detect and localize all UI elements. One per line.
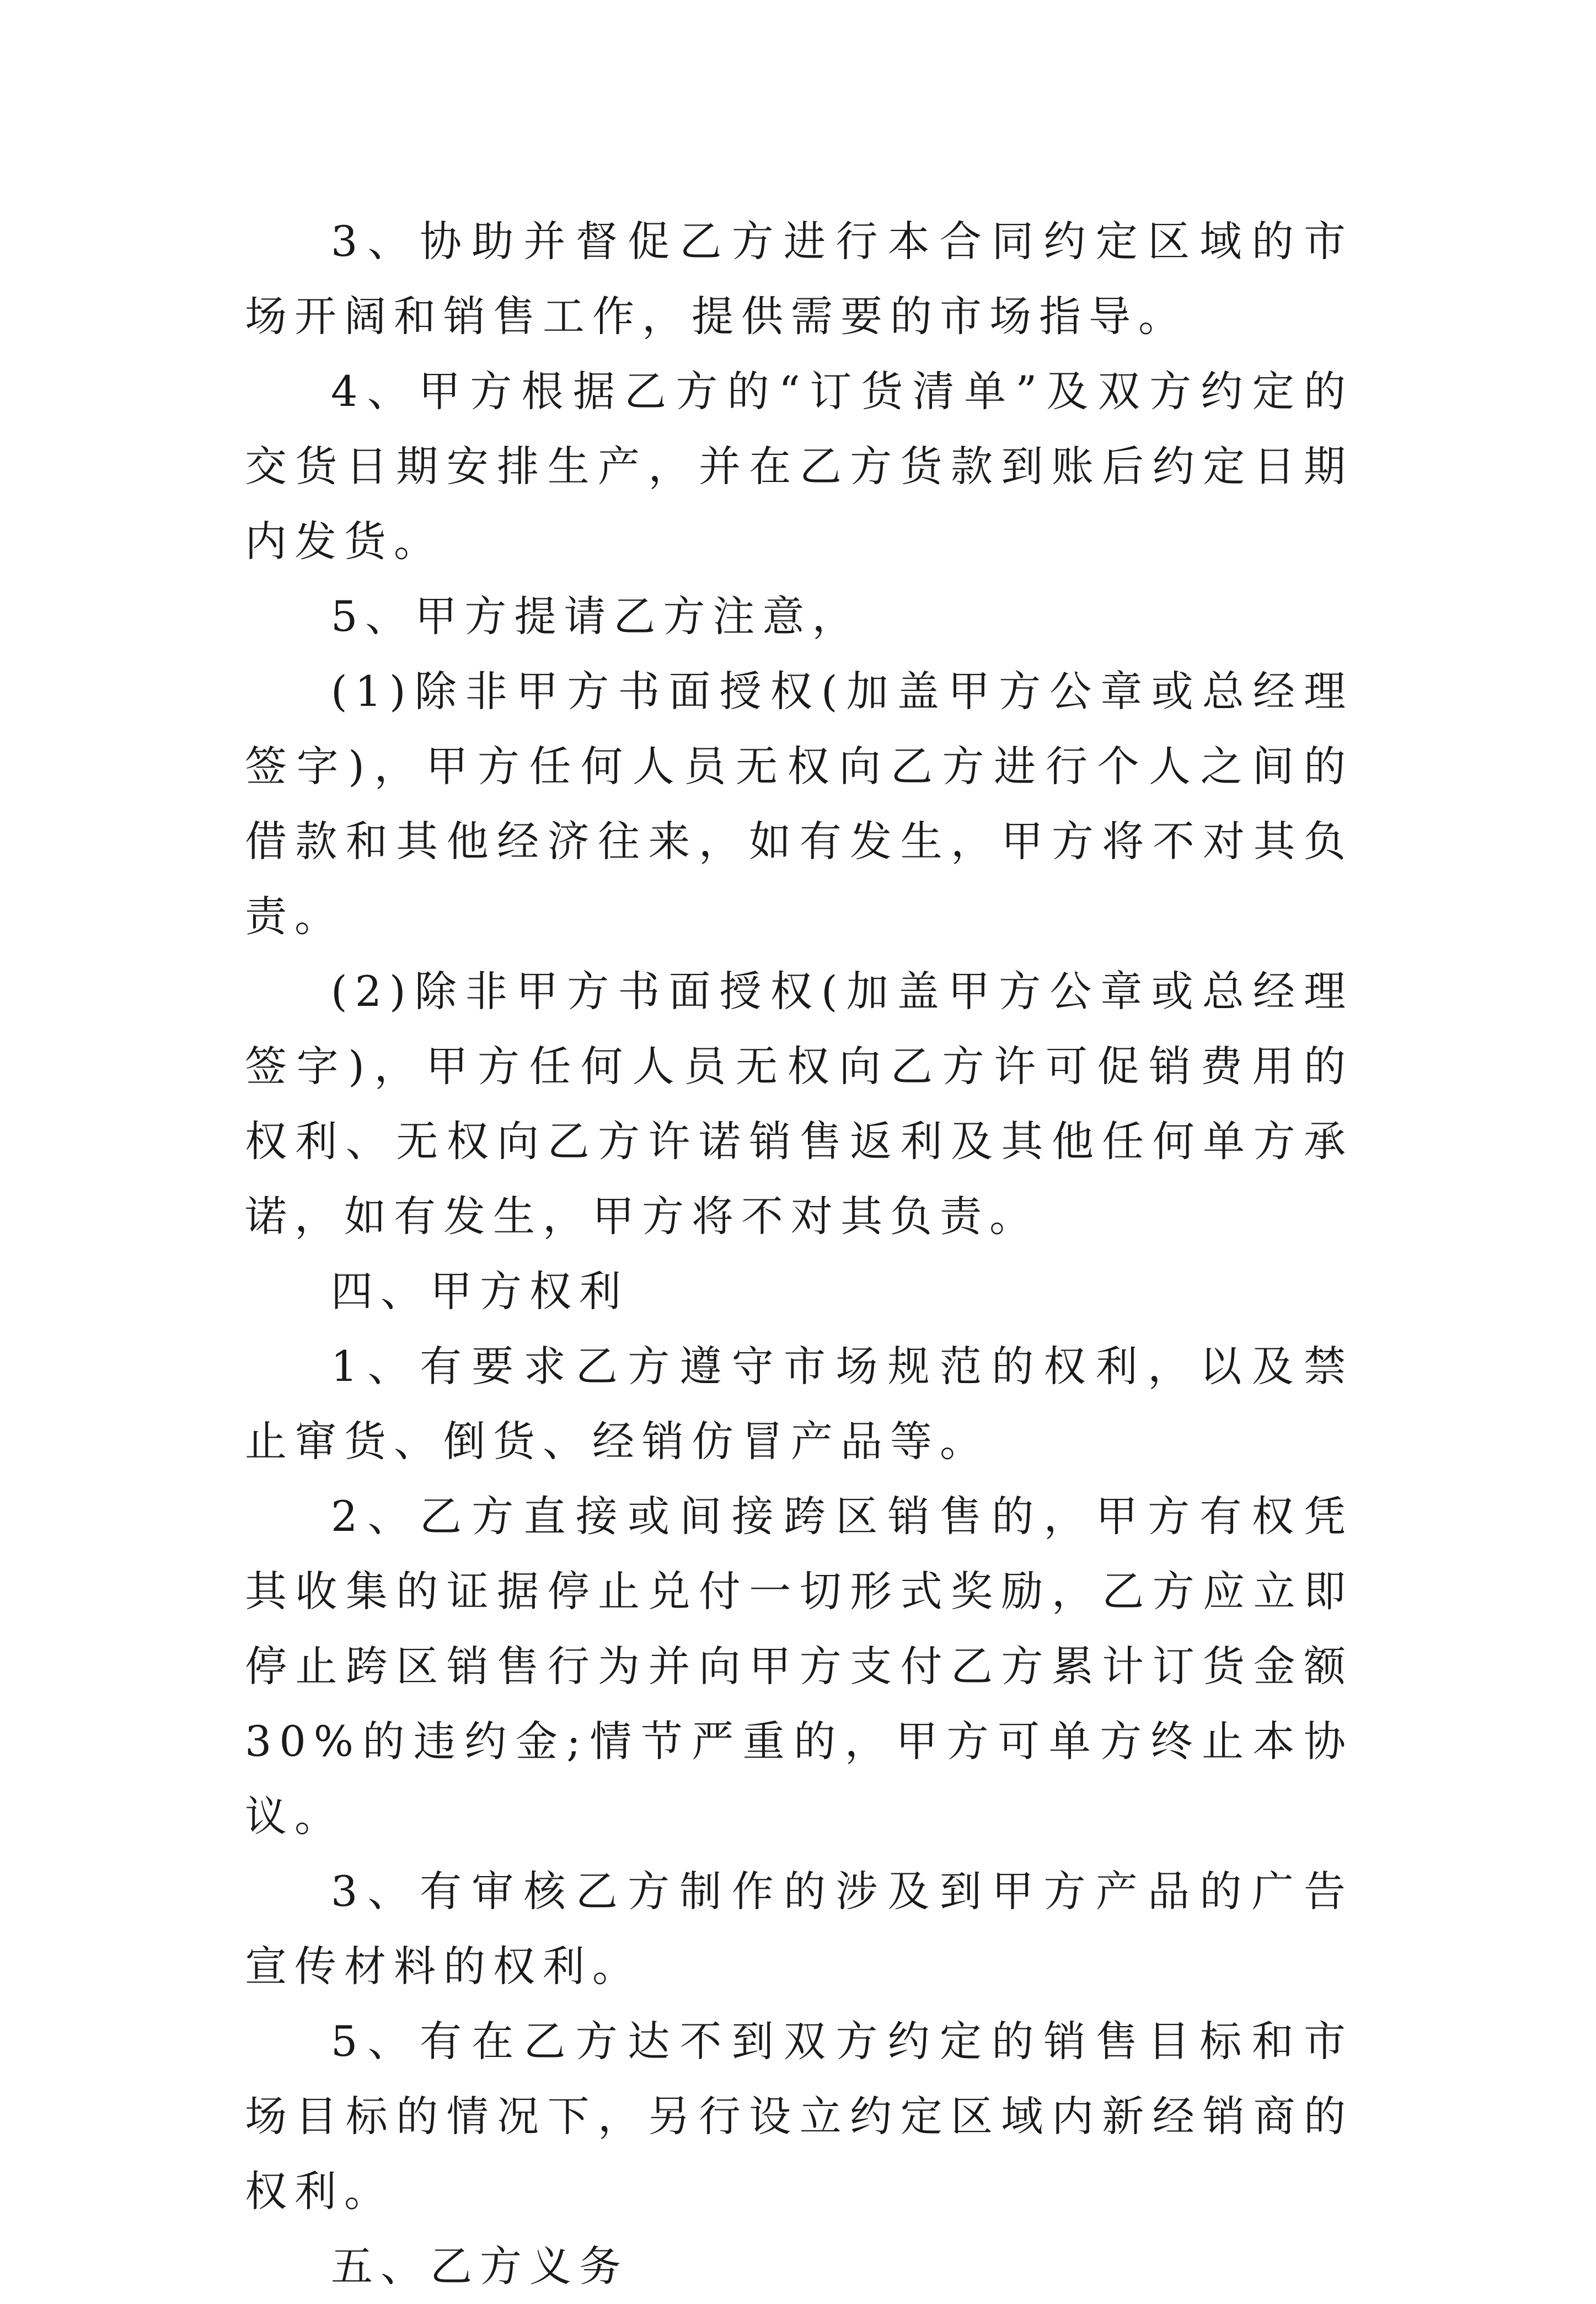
paragraph-5-2: (2)除非甲方书面授权(加盖甲方公章或总经理签字)，甲方任何人员无权向乙方许可促销费用的权利、无权向乙方许诺销售返利及其他任何单方承诺，如有发生，甲方将不对其负责。 <box>245 967 1353 1241</box>
section-heading-4: 四、甲方权利 <box>331 1267 629 1316</box>
paragraph-4: 4、甲方根据乙方的“订货清单”及双方约定的交货日期安排生产，并在乙方货款到账后约定日期内发货。 <box>245 367 1353 566</box>
document-body <box>245 204 1353 2304</box>
paragraph-rights-3: 3、有审核乙方制作的涉及到甲方产品的广告宣传材料的权利。 <box>245 1867 1353 1991</box>
paragraph-rights-5: 5、有在乙方达不到双方约定的销售目标和市场目标的情况下，另行设立约定区域内新经销商的权利。 <box>245 2017 1353 2216</box>
section-heading-5: 五、乙方义务 <box>331 2242 629 2291</box>
paragraph-5: 5、甲方提请乙方注意， <box>331 592 862 641</box>
paragraph-5-1: (1)除非甲方书面授权(加盖甲方公章或总经理签字)，甲方任何人员无权向乙方进行个人之间的借款和其他经济往来，如有发生，甲方将不对其负责。 <box>245 667 1353 941</box>
paragraph-rights-1: 1、有要求乙方遵守市场规范的权利，以及禁止窜货、倒货、经销仿冒产品等。 <box>245 1342 1353 1466</box>
paragraph-3: 3、协助并督促乙方进行本合同约定区域的市场开阔和销售工作，提供需要的市场指导。 <box>245 217 1353 341</box>
paragraph-rights-2: 2、乙方直接或间接跨区销售的，甲方有权凭其收集的证据停止兑付一切形式奖励，乙方应立即停止跨区销售行为并向甲方支付乙方累计订货金额30%的违约金;情节严重的，甲方可单方终止本协议。 <box>245 1492 1353 1841</box>
